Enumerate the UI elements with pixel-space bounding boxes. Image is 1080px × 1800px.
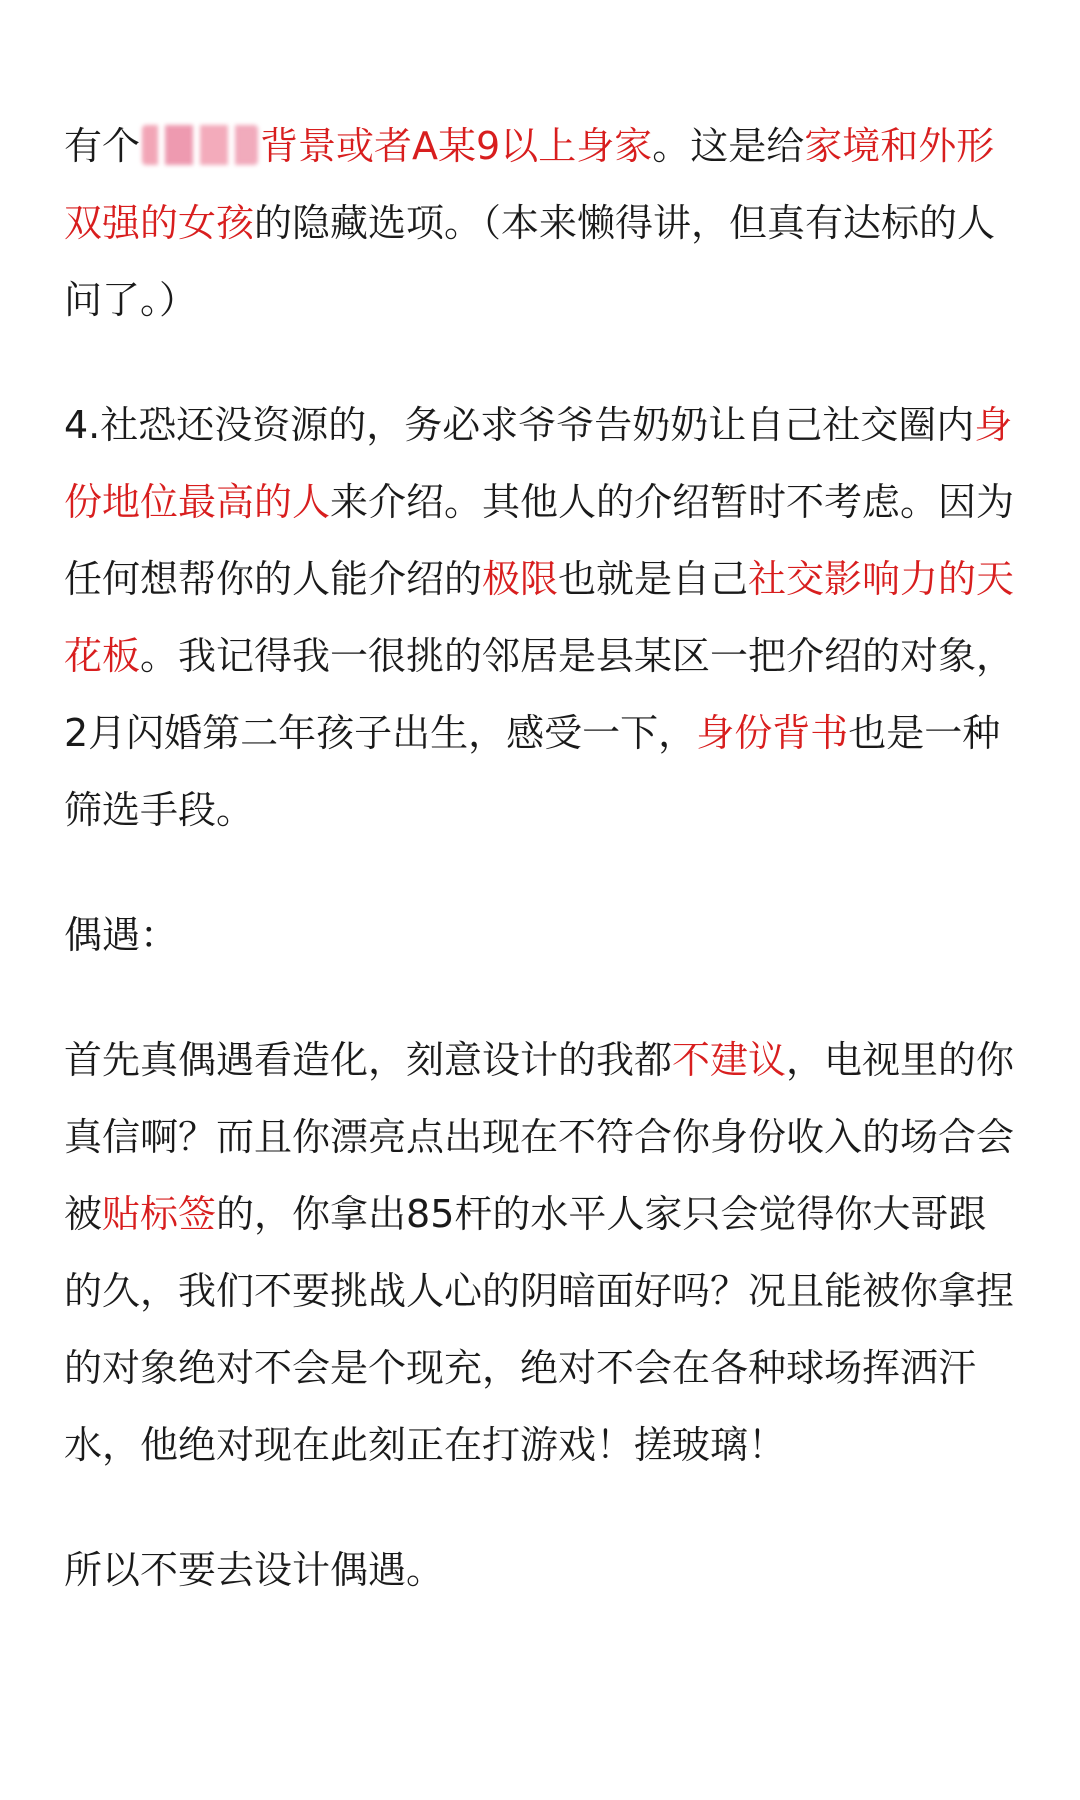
highlight-segment: 不建议 [672, 1038, 787, 1082]
text-segment: 4.社恐还没资源的，务必求爷爷告奶奶让自己社交圈内 [64, 403, 975, 447]
text-segment: 。我记得我一很挑的邻居是县某区一把介绍的对象，2月闪婚第二年孩子出生，感受一下， [64, 634, 1015, 755]
highlight-segment: 贴标签 [102, 1192, 217, 1236]
highlight-segment: 背景或者A某9以上身家 [260, 124, 653, 168]
text-segment: 。这是给 [652, 124, 805, 168]
paragraph-introduction-advice [64, 387, 1024, 849]
text-segment: 也是一种筛选手段。 [64, 711, 1001, 832]
section-heading-encounter [64, 897, 1024, 974]
text-segment: 首先真偶遇看造化，刻意设计的我都 [64, 1038, 673, 1082]
highlight-segment: 身份背书 [696, 711, 849, 755]
paragraph-encounter-advice [64, 1022, 1024, 1484]
redacted-blur [142, 125, 258, 165]
highlight-segment: 社交影响力的天花板 [64, 557, 1015, 678]
highlight-segment: 极限 [482, 557, 559, 601]
text-segment: 偶遇： [64, 913, 179, 957]
highlight-segment: 身份地位最高的人 [64, 403, 1013, 524]
paragraph-hidden-option [64, 108, 1024, 339]
text-segment: 所以不要去设计偶遇。 [64, 1548, 445, 1592]
article-body [64, 108, 1024, 1657]
text-segment: ，电视里的你真信啊？而且你漂亮点出现在不符合你身份收入的场合会被 [64, 1038, 1015, 1236]
text-segment: 有个 [64, 124, 141, 168]
text-segment: 来介绍。其他人的介绍暂时不考虑。因为任何想帮你的人能介绍的 [64, 480, 1015, 601]
text-segment: 的隐藏选项。（本来懒得讲，但真有达标的人问了。） [64, 201, 996, 322]
text-segment: 的，你拿出85杆的水平人家只会觉得你大哥跟的久，我们不要挑战人心的阴暗面好吗？况且能被你拿捏的对象绝对不会是个现充，绝对不会在各种球场挥洒汗水，他绝对现在此刻正在打游戏！搓玻璃！ [64, 1192, 1015, 1467]
text-segment: 也就是自己 [558, 557, 749, 601]
paragraph-conclusion [64, 1532, 1024, 1609]
highlight-segment: 家境和外形双强的女孩 [64, 124, 995, 245]
